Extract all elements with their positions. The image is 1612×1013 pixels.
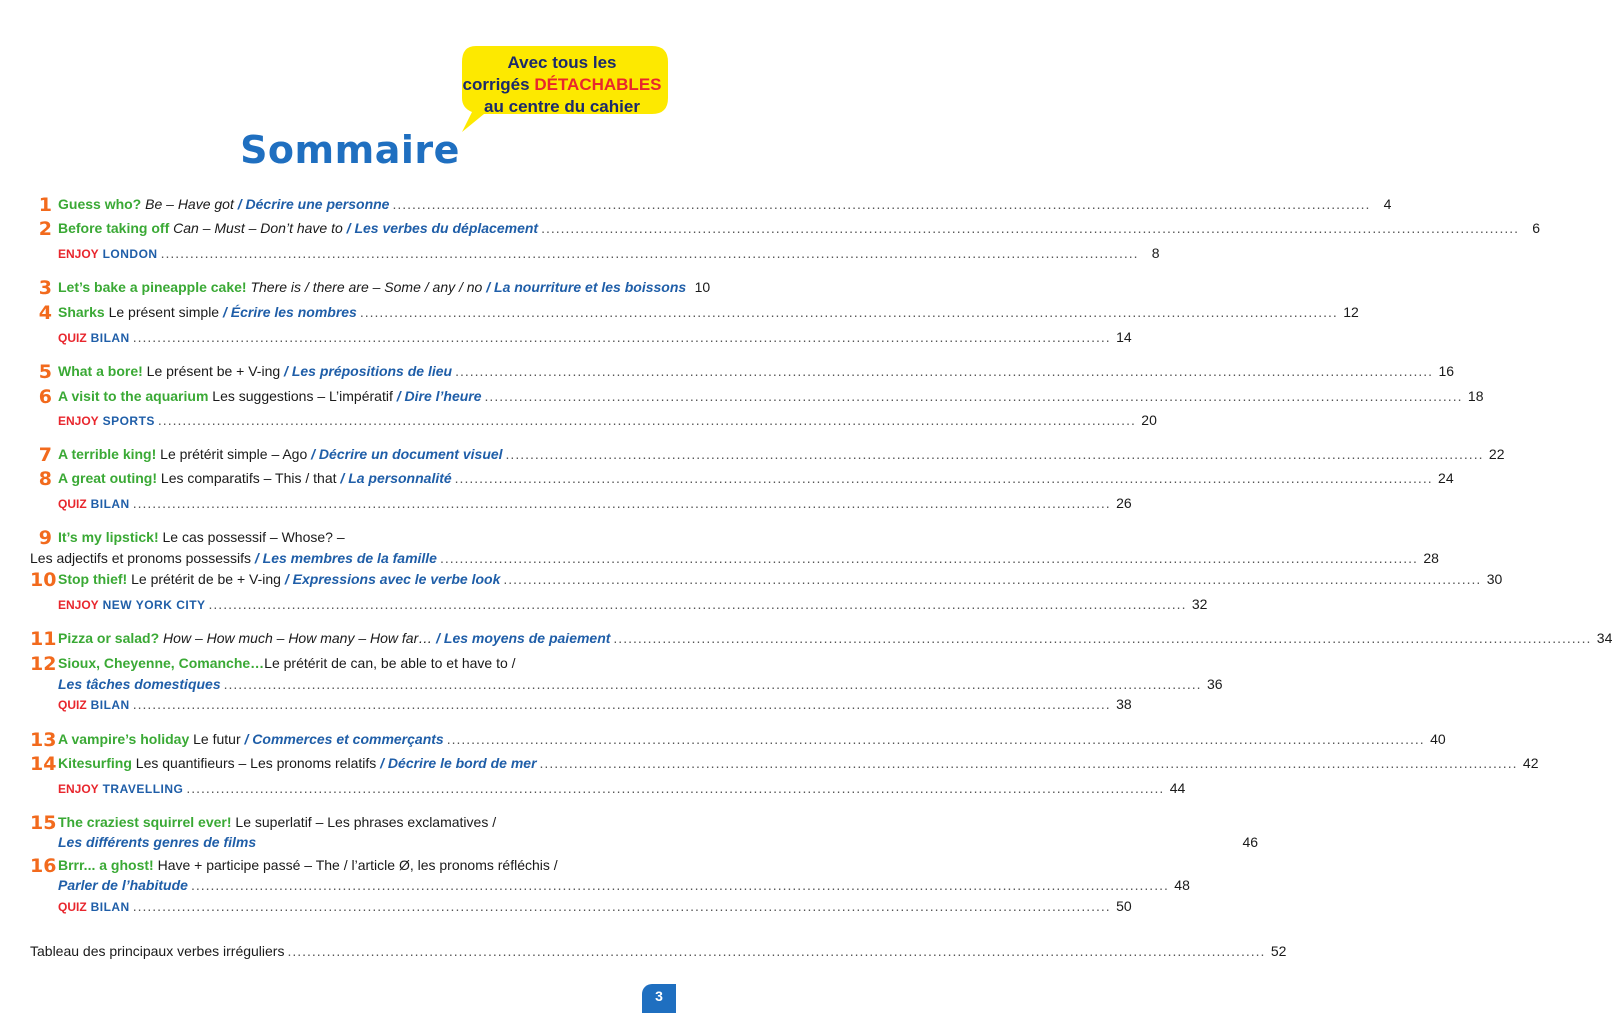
toc-entry-15[interactable] (30, 812, 1259, 862)
unit-number: 2 (38, 218, 52, 240)
entry-line (58, 470, 1454, 486)
page-title: Sommaire (240, 128, 460, 172)
entry-text: Les suggestions – L’impératif (208, 388, 393, 404)
entry-text (58, 279, 686, 295)
unit-title: A great outing! (58, 470, 158, 486)
page-ref: 32 (1191, 596, 1208, 612)
unit-topic: / La personnalité (336, 470, 452, 486)
enjoy-badge: ENJOY (58, 598, 99, 612)
unit-title: Stop thief! (58, 571, 128, 587)
entry-text (58, 814, 496, 830)
unit-number: 4 (38, 302, 52, 324)
unit-number: 12 (30, 653, 57, 675)
unit-topic: / Commerces et commerçants (240, 731, 444, 747)
unit-topic: / Décrire un document visuel (307, 446, 503, 462)
enjoy-badge: ENJOY (58, 782, 99, 796)
toc-entry-8[interactable] (30, 468, 1454, 494)
toc-entry-6[interactable] (30, 386, 1484, 412)
entry-text (58, 898, 130, 914)
entry-text: There is / there are – Some / any / no (246, 279, 483, 295)
entry-text: Have + participe passé – The / l’article Ø, les pronoms réfléchis / (153, 857, 558, 873)
entry-text (30, 550, 437, 566)
page-ref: 34 (1596, 630, 1612, 646)
dot-leader (209, 596, 1187, 612)
entry-line (58, 834, 1259, 850)
unit-title: Kitesurfing (58, 755, 132, 771)
page-ref: 42 (1522, 755, 1539, 771)
entry-line (58, 596, 1208, 612)
entry-text (58, 196, 389, 212)
toc-entry-irregular-verbs[interactable] (30, 943, 1287, 967)
entry-line (58, 363, 1455, 379)
unit-topic: / Les verbes du déplacement (342, 220, 539, 236)
entry-line (58, 304, 1359, 320)
section-label: BILAN (90, 497, 130, 511)
unit-topic: / Décrire le bord de mer (376, 755, 537, 771)
entry-line (58, 655, 662, 671)
toc-entry-14[interactable] (30, 753, 1539, 779)
entry-text (58, 676, 221, 692)
page-ref: 14 (1116, 329, 1132, 345)
page-ref: 44 (1169, 780, 1186, 796)
section-label: LONDON (102, 247, 158, 261)
page-ref: 22 (1488, 446, 1505, 462)
unit-number: 16 (30, 855, 57, 877)
unit-number: 13 (30, 729, 57, 751)
unit-title: A vampire’s holiday (58, 731, 190, 747)
entry-text: Les adjectifs et pronoms possessifs (30, 550, 251, 566)
page-ref: 28 (1423, 550, 1439, 566)
entry-line (58, 279, 711, 295)
entry-text: How – How much – How many – How far… (159, 630, 433, 646)
toc-entry-enjoy-travelling[interactable] (30, 780, 1186, 804)
toc-entry-3[interactable] (30, 277, 711, 303)
unit-title: Brrr... a ghost! (58, 857, 154, 873)
unit-topic: / Dire l’heure (392, 388, 482, 404)
unit-topic: Parler de l’habitude (58, 877, 188, 893)
page-ref: 48 (1174, 877, 1190, 893)
toc-entry-quiz-bilan[interactable] (30, 329, 1132, 353)
unit-number: 6 (38, 386, 52, 408)
dot-leader (392, 196, 1370, 212)
bubble-line-3: au centre du cahier (484, 97, 640, 116)
entry-text: Le cas possessif – Whose? – (158, 529, 345, 545)
entry-text (58, 571, 500, 587)
entry-text (58, 877, 188, 893)
entry-line (58, 495, 1132, 511)
detachables-highlight: DÉTACHABLES (534, 75, 662, 94)
dot-leader (287, 943, 1265, 959)
entry-text (58, 655, 516, 671)
unit-title: Sharks (58, 304, 105, 320)
unit-title: A terrible king! (58, 446, 157, 462)
unit-topic: / Écrire les nombres (219, 304, 357, 320)
section-label: NEW YORK CITY (102, 598, 206, 612)
page-ref: 50 (1116, 898, 1132, 914)
entry-line (58, 780, 1186, 796)
quiz-badge: QUIZ (58, 331, 87, 345)
entry-line (58, 857, 662, 873)
toc-entry-9[interactable] (30, 527, 1439, 577)
toc-entry-enjoy-london[interactable] (30, 245, 1160, 269)
section-label: BILAN (90, 331, 130, 345)
unit-topic: / Les moyens de paiement (432, 630, 611, 646)
entry-line (58, 696, 1132, 712)
dot-leader (161, 245, 1139, 261)
quiz-badge: QUIZ (58, 698, 87, 712)
entry-text (58, 446, 503, 462)
dot-leader (455, 470, 1433, 486)
toc-entry-11[interactable] (30, 628, 1612, 654)
unit-topic: / Expressions avec le verbe look (280, 571, 501, 587)
page-ref: 46 (1242, 834, 1259, 850)
enjoy-badge: ENJOY (58, 414, 99, 428)
entry-text (58, 755, 537, 771)
dot-leader (440, 550, 1418, 566)
page-ref: 30 (1486, 571, 1503, 587)
entry-text (58, 857, 558, 873)
entry-text (58, 731, 444, 747)
dot-leader (133, 495, 1111, 511)
dot-leader (503, 571, 1481, 587)
unit-number: 1 (38, 194, 52, 216)
entry-text (58, 329, 130, 345)
unit-number: 9 (38, 527, 52, 549)
toc-entry-quiz-bilan[interactable] (30, 898, 1132, 922)
corriges-speech-bubble (456, 42, 676, 134)
dot-leader (133, 329, 1111, 345)
entry-text (58, 696, 130, 712)
unit-topic: Les différents genres de films (58, 834, 257, 850)
toc-entry-1[interactable] (30, 194, 1392, 220)
bubble-text (456, 52, 668, 118)
entry-text: Le prétérit de be + V-ing (127, 571, 281, 587)
toc-entry-13[interactable] (30, 729, 1446, 755)
unit-topic: / Décrire une personne (233, 196, 390, 212)
quiz-badge: QUIZ (58, 497, 87, 511)
unit-title: Let’s bake a pineapple cake! (58, 279, 247, 295)
entry-text: Le présent simple (104, 304, 220, 320)
entry-text (58, 529, 345, 545)
quiz-badge: QUIZ (58, 900, 87, 914)
dot-leader (485, 388, 1463, 404)
page-ref: 12 (1343, 304, 1359, 320)
section-label: BILAN (90, 698, 130, 712)
bubble-line-2: corrigés DÉTACHABLES (462, 75, 662, 94)
entry-text: Le superlatif – Les phrases exclamatives / (231, 814, 497, 830)
entry-text (58, 495, 130, 511)
page-ref: 20 (1141, 412, 1157, 428)
entry-text: Tableau des principaux verbes irréguliers (30, 943, 285, 959)
unit-number: 11 (30, 628, 57, 650)
page-number: 3 (642, 984, 676, 1013)
page-ref: 8 (1151, 245, 1160, 261)
entry-line (30, 943, 1287, 959)
page-ref: 18 (1467, 388, 1484, 404)
entry-text (58, 388, 482, 404)
entry-text: Les comparatifs – This / that (157, 470, 337, 486)
entry-text (58, 780, 183, 796)
unit-title: What a bore! (58, 363, 143, 379)
unit-number: 3 (38, 277, 52, 299)
dot-leader (133, 898, 1111, 914)
page-ref: 6 (1532, 220, 1541, 236)
dot-leader (133, 696, 1111, 712)
page-ref: 52 (1270, 943, 1287, 959)
dot-leader (613, 630, 1591, 646)
toc-entry-2[interactable] (30, 218, 1541, 244)
unit-title: It’s my lipstick! (58, 529, 159, 545)
dot-leader (541, 220, 1519, 236)
dot-leader (224, 676, 1202, 692)
entry-text: Be – Have got (141, 196, 234, 212)
dot-leader (186, 780, 1164, 796)
page-ref: 4 (1383, 196, 1392, 212)
entry-line (58, 731, 1446, 747)
unit-topic: / La nourriture et les boissons (482, 279, 687, 295)
page-ref: 16 (1438, 363, 1455, 379)
unit-number: 8 (38, 468, 52, 490)
unit-number: 5 (38, 361, 52, 383)
page-ref: 10 (694, 279, 711, 295)
entry-line (58, 329, 1132, 345)
dot-leader (506, 446, 1484, 462)
dot-leader (360, 304, 1338, 320)
entry-line (58, 529, 662, 545)
section-label: BILAN (90, 900, 130, 914)
toc-entry-10[interactable] (30, 569, 1503, 595)
entry-line (58, 676, 1223, 692)
entry-text (58, 412, 155, 428)
section-label: SPORTS (102, 414, 155, 428)
dot-leader (447, 731, 1425, 747)
page-ref: 24 (1438, 470, 1454, 486)
entry-text: Can – Must – Don’t have to (169, 220, 343, 236)
entry-text: Le futur (189, 731, 241, 747)
page-ref: 36 (1206, 676, 1223, 692)
toc-entry-quiz-bilan[interactable] (30, 696, 1132, 720)
toc-entry-enjoy-sports[interactable] (30, 412, 1157, 436)
entry-line (58, 571, 1503, 587)
unit-topic: / Les prépositions de lieu (280, 363, 453, 379)
entry-text (58, 220, 538, 236)
entry-line (58, 220, 1541, 236)
entry-line (58, 196, 1392, 212)
bubble-line-1: Avec tous les (507, 53, 617, 72)
unit-topic: Les tâches domestiques (58, 676, 221, 692)
toc-entry-quiz-bilan[interactable] (30, 495, 1132, 519)
entry-text: Le présent be + V-ing (142, 363, 281, 379)
entry-line (58, 630, 1612, 646)
dot-leader (540, 755, 1518, 771)
entry-line (58, 388, 1484, 404)
entry-text: Les quantifieurs – Les pronoms relatifs (131, 755, 377, 771)
entry-line (58, 446, 1505, 462)
section-label: TRAVELLING (102, 782, 184, 796)
toc-entry-5[interactable] (30, 361, 1455, 387)
enjoy-badge: ENJOY (58, 247, 99, 261)
dot-leader (158, 412, 1136, 428)
unit-title: Sioux, Cheyenne, Comanche… (58, 655, 265, 671)
toc-entry-7[interactable] (30, 444, 1505, 470)
unit-number: 14 (30, 753, 57, 775)
entry-text (58, 630, 610, 646)
unit-title: Pizza or salad? (58, 630, 160, 646)
unit-topic: / Les membres de la famille (251, 550, 437, 566)
toc-entry-4[interactable] (30, 302, 1359, 328)
entry-line (58, 245, 1160, 261)
unit-title: The craziest squirrel ever! (58, 814, 232, 830)
entry-text: Le prétérit simple – Ago (156, 446, 308, 462)
dot-leader (455, 363, 1433, 379)
unit-number: 7 (38, 444, 52, 466)
entry-line (30, 550, 1439, 566)
toc-entry-enjoy-nyc[interactable] (30, 596, 1208, 620)
entry-line (58, 814, 662, 830)
unit-title: A visit to the aquarium (58, 388, 209, 404)
entry-text (58, 470, 452, 486)
page-ref: 40 (1430, 731, 1446, 747)
entry-text (58, 304, 357, 320)
unit-number: 15 (30, 812, 57, 834)
unit-number: 10 (30, 569, 57, 591)
entry-text (58, 596, 206, 612)
unit-title: Before taking off (58, 220, 170, 236)
entry-line (58, 755, 1539, 771)
entry-line (58, 898, 1132, 914)
unit-title: Guess who? (58, 196, 142, 212)
entry-text (58, 363, 452, 379)
entry-line (58, 412, 1157, 428)
entry-text: Le prétérit de can, be able to et have to / (264, 655, 516, 671)
page-ref: 26 (1116, 495, 1132, 511)
page-ref: 38 (1116, 696, 1132, 712)
entry-line (58, 877, 1190, 893)
entry-text (58, 834, 256, 850)
entry-text (58, 245, 158, 261)
dot-leader (191, 877, 1169, 893)
